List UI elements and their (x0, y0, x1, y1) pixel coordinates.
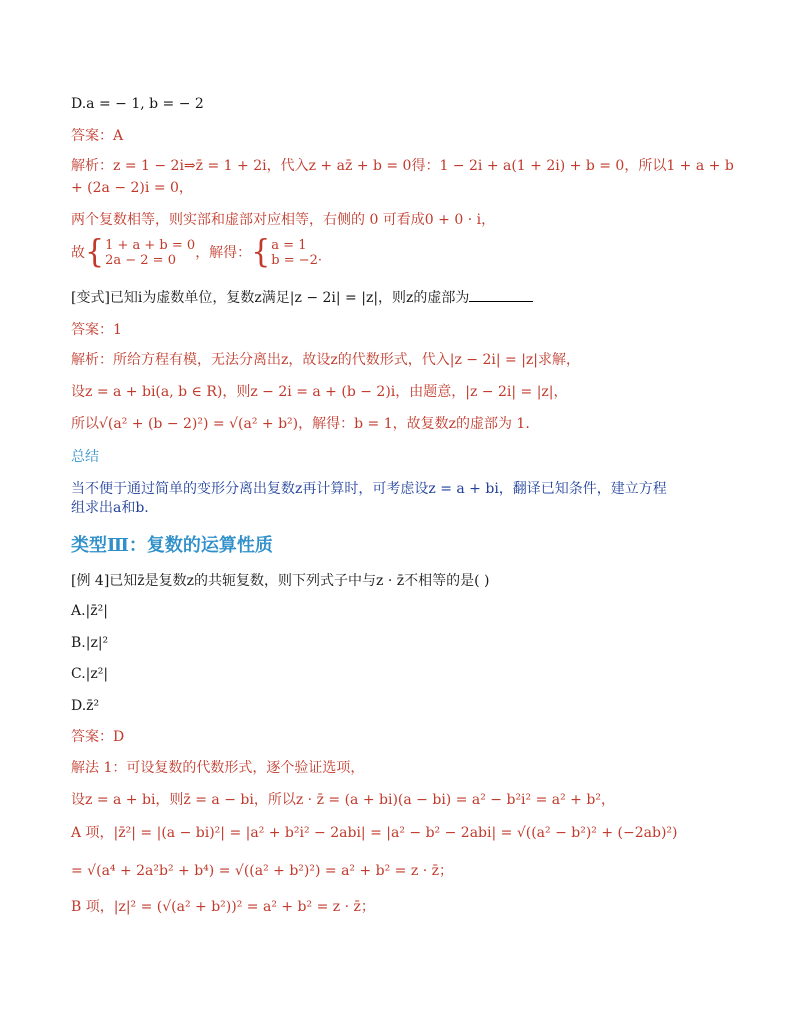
system-right-eq2: b = −2· (271, 253, 323, 268)
variant-analysis-line2: 设z = a + bi(a, b ∈ R)，则z − 2i = a + (b − 2)i，由题意，|z − 2i| = |z|， (71, 384, 568, 400)
summary-line2: 组求出a和b. (71, 500, 149, 516)
ex4-solution-line4: B 项，|z|² = (√(a² + b²))² = a² + b² = z · z̄； (71, 899, 375, 915)
ex4-solution-line2: A 项，|z̄²| = |(a − bi)²| = |a² + b²i² − 2abi| = |a² − b² − 2abi| = √((a² − b²)² + (−2ab)²) (71, 825, 678, 841)
system-left-eq2: 2a − 2 = 0 (105, 253, 176, 268)
ex1-equation-system (71, 234, 323, 271)
ex4-option-d: D.z̄² (71, 698, 100, 714)
ex4-option-b: B.|z|² (71, 635, 109, 651)
variant-answer: 答案：1 (71, 322, 122, 338)
solve-label: ，解得： (195, 245, 252, 261)
right-brace: { (251, 234, 271, 271)
ex4-solution-line1: 设z = a + bi，则z̄ = a − bi，所以z · z̄ = (a + bi)(a − bi) = a² − b²i² = a² + b²， (71, 792, 615, 808)
system-right (271, 238, 322, 268)
section-heading: 类型Ⅲ：复数的运算性质 (71, 535, 273, 556)
ex1-analysis-line3: 两个复数相等，则实部和虚部对应相等，右侧的 0 可看成0 + 0 · i， (71, 212, 496, 228)
left-brace: { (85, 234, 105, 271)
summary-line1: 当不便于通过简单的变形分离出复数z再计算时，可考虑设z = a + bi，翻译已知条件，建立方程 (71, 481, 667, 497)
system-left (105, 238, 195, 268)
ex4-question: [例 4]已知z̄是复数z的共轭复数，则下列式子中与z · z̄不相等的是( ) (71, 573, 490, 589)
ex1-answer: 答案：A (71, 128, 124, 144)
system-left-eq1: 1 + a + b = 0 (105, 238, 196, 253)
ex1-analysis-line2: + (2a − 2)i = 0， (71, 180, 193, 196)
ex4-solution-line3: = √(a⁴ + 2a²b² + b⁴) = √((a² + b²)²) = a² + b² = z · z̄； (71, 863, 453, 879)
ex1-analysis-line1: 解析：z = 1 − 2i⇒z̄ = 1 + 2i，代入z + az̄ + b = 0得：1 − 2i + a(1 + 2i) + b = 0，所以1 + a + b (71, 158, 734, 174)
therefore-label: 故 (71, 245, 85, 261)
summary-title: 总结 (71, 449, 99, 465)
variant-analysis-line3: 所以√(a² + (b − 2)²) = √(a² + b²)，解得：b = 1，故复数z的虚部为 1. (71, 416, 530, 432)
ex4-option-a: A.|z̄²| (71, 603, 108, 619)
ex4-answer: 答案：D (71, 729, 125, 745)
variant-question (71, 289, 533, 307)
prev-option-d: D.a = − 1, b = − 2 (71, 96, 204, 112)
system-right-eq1: a = 1 (271, 238, 307, 253)
ex4-solution-title: 解法 1：可设复数的代数形式，逐个验证选项， (71, 760, 365, 776)
answer-blank (469, 289, 533, 302)
variant-analysis-line1: 解析：所给方程有模，无法分离出z，故设z的代数形式，代入|z − 2i| = |z|求解， (71, 352, 581, 368)
variant-question-text: [变式]已知i为虚数单位，复数z满足|z − 2i| = |z|，则z的虚部为 (71, 290, 470, 306)
ex4-option-c: C.|z²| (71, 666, 109, 682)
